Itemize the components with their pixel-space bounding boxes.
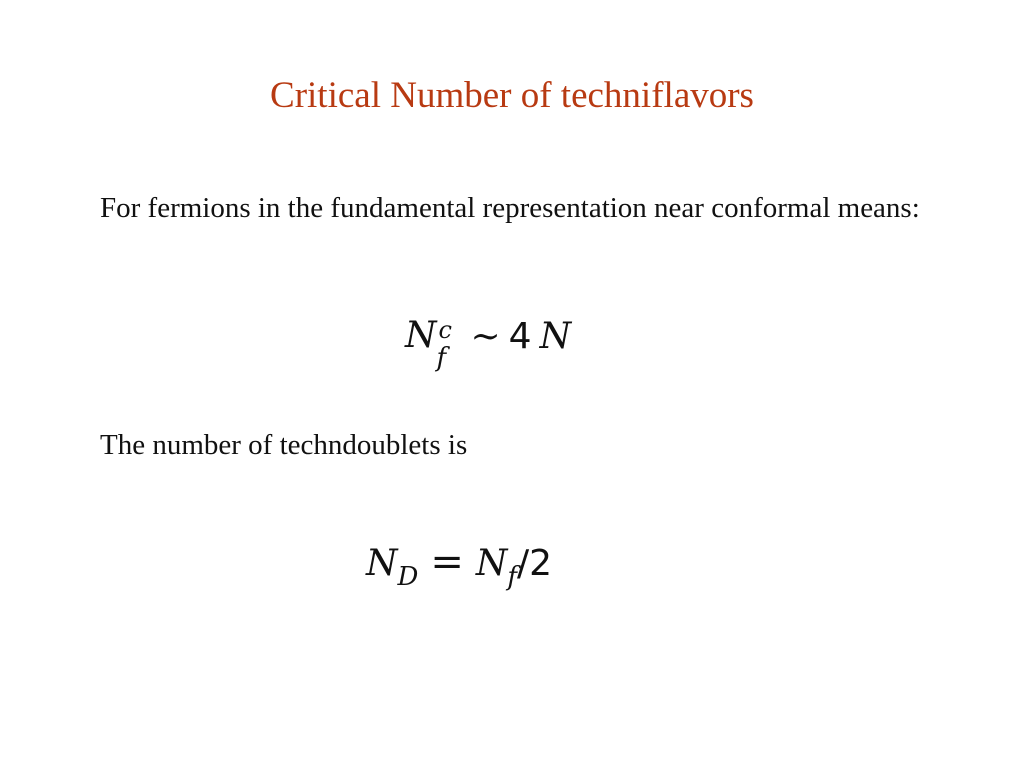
- eq1-relation: ∼: [470, 316, 501, 357]
- eq2-rhs-tail: /2: [517, 543, 553, 584]
- eq1-rhs: N: [539, 316, 572, 357]
- eq1-base: N: [405, 315, 437, 356]
- eq2-rhs-subscript: f: [507, 562, 517, 592]
- eq1-scripts: [437, 314, 463, 374]
- equation-critical-flavors: [405, 314, 571, 384]
- paragraph-fundamental-representation: For fermions in the fundamental representation near conformal means:: [100, 192, 920, 224]
- equation-number-of-doublets: [366, 540, 552, 600]
- eq2-rhs-base: N: [475, 543, 508, 584]
- eq1-subscript: f: [436, 343, 447, 373]
- eq1-superscript: c: [438, 316, 452, 344]
- paragraph-techndoublets: The number of techndoublets is: [100, 429, 468, 461]
- eq2-lhs-subscript: D: [397, 562, 419, 592]
- eq2-relation: =: [430, 539, 464, 585]
- eq1-coefficient: 4: [508, 316, 532, 357]
- slide-title: Critical Number of techniflavors: [270, 75, 754, 116]
- eq2-lhs-base: N: [366, 543, 398, 584]
